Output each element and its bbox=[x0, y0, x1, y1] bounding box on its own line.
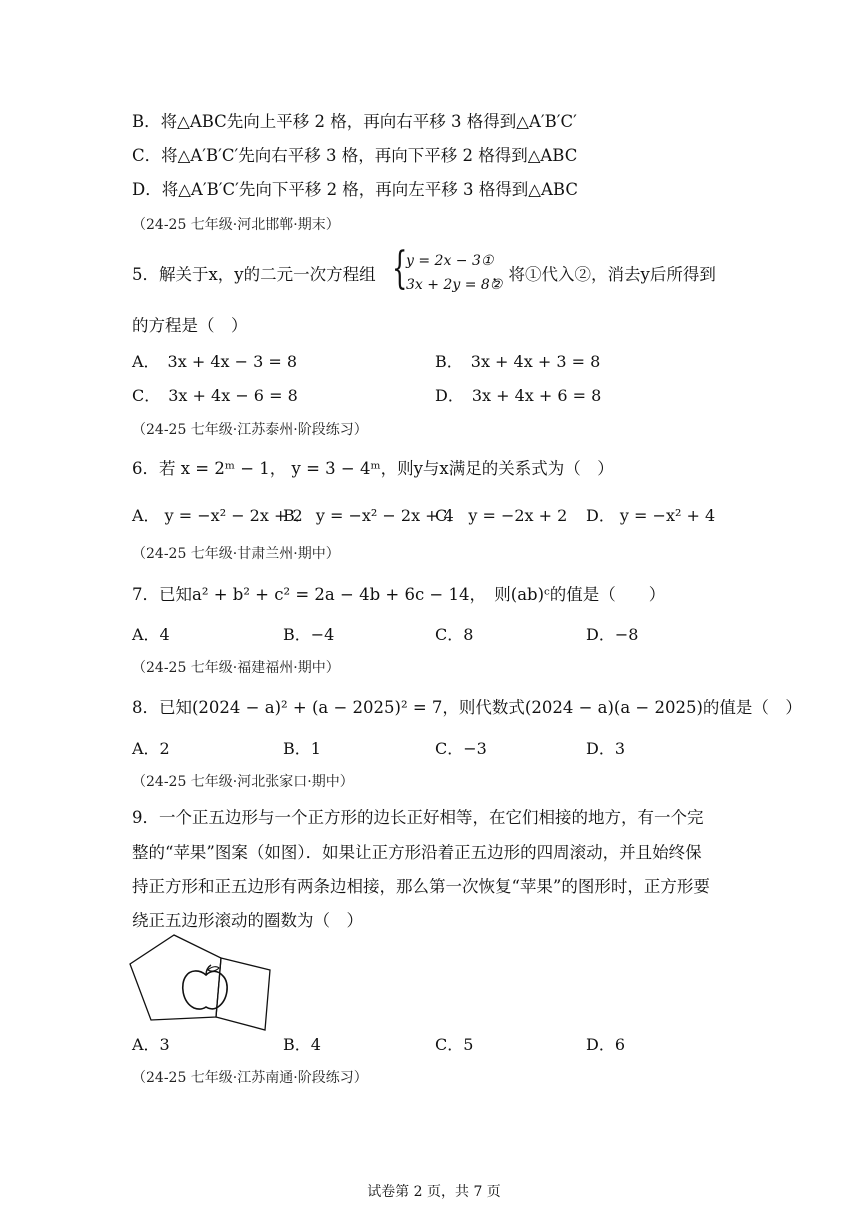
q5-stem-end: ，将①代入②，消去y后所得到 bbox=[492, 265, 716, 284]
q7-option-c: C．8 bbox=[435, 625, 474, 644]
q5-stem-line2: 的方程是（ ） bbox=[132, 316, 248, 335]
q6-stem: 6．若 x = 2ᵐ − 1， y = 3 − 4ᵐ，则y与x满足的关系式为（ ） bbox=[132, 459, 614, 478]
pentagon-square-apple-figure bbox=[126, 932, 276, 1032]
q9-option-c: C．5 bbox=[435, 1035, 474, 1054]
q8-option-d: D．3 bbox=[586, 739, 626, 758]
q7-stem: 7．已知a² + b² + c² = 2a − 4b + 6c − 14， 则(ab)ᶜ的值是（ ） bbox=[132, 585, 666, 604]
q6-option-a: A． y = −x² − 2x + 2 bbox=[132, 506, 303, 525]
q5-option-a: A． 3x + 4x − 3 = 8 bbox=[132, 352, 298, 371]
brace-symbol: { bbox=[392, 243, 408, 294]
q5-option-d: D． 3x + 4x + 6 = 8 bbox=[435, 386, 602, 405]
q8-stem: 8．已知(2024 − a)² + (a − 2025)² = 7，则代数式(2024 − a)(a − 2025)的值是（ ） bbox=[132, 698, 802, 717]
q5-stem-start: 5．解关于x，y的二元一次方程组 bbox=[132, 265, 376, 284]
q7-source: （24-25 七年级·甘肃兰州·期中） bbox=[132, 546, 340, 562]
q9-line2: 整的“苹果”图案（如图）．如果让正方形沿着正五边形的四周滚动，并且始终保 bbox=[132, 843, 702, 862]
q5-option-b: B． 3x + 4x + 3 = 8 bbox=[435, 352, 601, 371]
q10-source: （24-25 七年级·江苏南通·阶段练习） bbox=[132, 1070, 368, 1086]
q8-option-b: B．1 bbox=[283, 739, 321, 758]
q5-source: （24-25 七年级·河北邯郸·期末） bbox=[132, 217, 340, 233]
q9-line1: 9．一个正五边形与一个正方形的边长正好相等，在它们相接的地方，有一个完 bbox=[132, 808, 704, 827]
page-footer: 试卷第 2 页，共 7 页 bbox=[367, 1184, 501, 1200]
q6-option-b: B． y = −x² − 2x + 4 bbox=[283, 506, 454, 525]
q4-option-b: B．将△ABC先向上平移 2 格，再向右平移 3 格得到△A′B′C′ bbox=[132, 112, 577, 131]
q6-option-d: D． y = −x² + 4 bbox=[586, 506, 716, 525]
q9-option-a: A．3 bbox=[132, 1035, 170, 1054]
q4-option-d: D．将△A′B′C′先向下平移 2 格，再向左平移 3 格得到△ABC bbox=[132, 180, 578, 199]
q6-option-c: C． y = −2x + 2 bbox=[435, 506, 568, 525]
q5-eq2: 3x + 2y = 8② bbox=[406, 277, 503, 293]
q9-option-b: B．4 bbox=[283, 1035, 321, 1054]
q8-option-c: C．−3 bbox=[435, 739, 487, 758]
q9-line3: 持正方形和正五边形有两条边相接，那么第一次恢复“苹果”的图形时，正方形要 bbox=[132, 877, 710, 896]
q6-source: （24-25 七年级·江苏泰州·阶段练习） bbox=[132, 422, 368, 438]
q7-option-d: D．−8 bbox=[586, 625, 639, 644]
q4-option-c: C．将△A′B′C′先向右平移 3 格，再向下平移 2 格得到△ABC bbox=[132, 146, 578, 165]
q7-option-b: B．−4 bbox=[283, 625, 335, 644]
q5-eq1: y = 2x − 3① bbox=[406, 253, 494, 269]
q5-equation-system bbox=[392, 243, 503, 297]
q9-option-d: D．6 bbox=[586, 1035, 626, 1054]
q5-option-c: C． 3x + 4x − 6 = 8 bbox=[132, 386, 298, 405]
q9-line4: 绕正五边形滚动的圈数为（ ） bbox=[132, 911, 363, 930]
q8-option-a: A．2 bbox=[132, 739, 170, 758]
q9-source: （24-25 七年级·河北张家口·期中） bbox=[132, 774, 354, 790]
q8-source: （24-25 七年级·福建福州·期中） bbox=[132, 660, 340, 676]
square-shape bbox=[216, 958, 270, 1030]
q7-option-a: A．4 bbox=[132, 625, 170, 644]
